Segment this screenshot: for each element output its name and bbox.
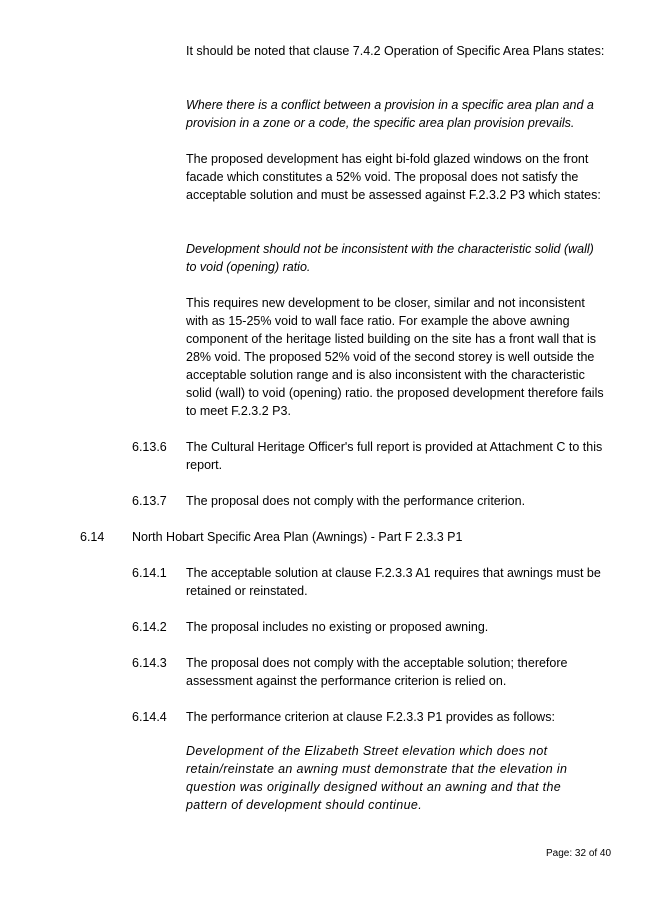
item-number: 6.14.1 (132, 566, 167, 580)
item-number: 6.14.2 (132, 620, 167, 634)
paragraph-facade-void: The proposed development has eight bi-fold glazed windows on the front facade which constitutes a 52% void. The proposal does not satisfy the acceptable solution and must be assessed against F.2.3.2 P3 which states: (186, 152, 601, 202)
item-text: The proposal includes no existing or proposed awning. (186, 620, 489, 634)
item-number: 6.14.4 (132, 710, 167, 724)
item-text: The performance criterion at clause F.2.3.3 P1 provides as follows: (186, 710, 555, 724)
item-text: The proposal does not comply with the acceptable solution; therefore assessment against the performance criterion is relied on. (186, 656, 568, 688)
section-title: North Hobart Specific Area Plan (Awnings) - Part F 2.3.3 P1 (132, 530, 463, 544)
page-number: Page: 32 of 40 (546, 848, 612, 859)
item-number: 6.13.6 (132, 440, 167, 454)
item-number: 6.14.3 (132, 656, 167, 670)
quote-f232-p3: Development should not be inconsistent with the characteristic solid (wall) to void (opening) ratio. (186, 242, 594, 274)
section-number: 6.14 (80, 530, 105, 544)
quote-f233-p1: Development of the Elizabeth Street elevation which does not retain/reinstate an awning must demonstrate that the elevation in question was originally designed without an awning and that the pattern of development should continue. (186, 744, 568, 812)
item-text: The proposal does not comply with the performance criterion. (186, 494, 526, 508)
item-text: The Cultural Heritage Officer's full report is provided at Attachment C to this report. (186, 440, 603, 472)
paragraph-clause-742: It should be noted that clause 7.4.2 Operation of Specific Area Plans states: (186, 44, 605, 58)
item-text: The acceptable solution at clause F.2.3.3 A1 requires that awnings must be retained or reinstated. (186, 566, 601, 598)
item-number: 6.13.7 (132, 494, 167, 508)
paragraph-void-ratio: This requires new development to be closer, similar and not inconsistent with as 15-25% void to wall face ratio. For example the above awning component of the heritage listed building on the site has a front wall that is 28% void. The proposed 52% void of the second storey is well outside the acceptable solution range and is also inconsistent with the characteristic solid (wall) to void (opening) ratio. the proposed development therefore fails to meet F.2.3.2 P3. (186, 296, 604, 418)
quote-clause-742: Where there is a conflict between a provision in a specific area plan and a provision in a zone or a code, the specific area plan provision prevails. (186, 98, 594, 130)
